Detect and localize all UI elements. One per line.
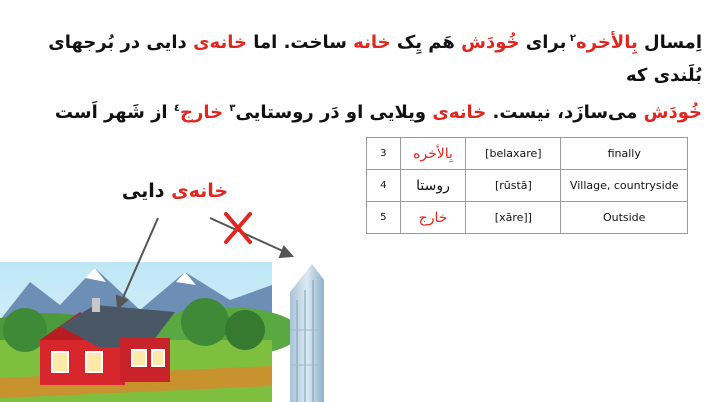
row-number: 4: [367, 170, 401, 202]
row-number: 3: [367, 138, 401, 170]
paragraph-text: اِمسال: [637, 32, 702, 53]
paragraph-text: ساخت. اما: [246, 32, 354, 53]
paragraph-text: ٢: [566, 33, 576, 44]
caption-red-word: خانه‌ی: [171, 180, 229, 202]
paragraph-text: برای: [519, 32, 567, 53]
paragraph-text: ویلایی او دَر روستایی: [235, 102, 433, 123]
paragraph-text: دایی در بُرجهای بُلَندی که: [48, 32, 702, 86]
english-meaning: Village, countryside: [561, 170, 688, 202]
highlighted-word: خانه‌ی: [193, 32, 247, 53]
paragraph-text: می‌سازَد، نیست.: [486, 102, 644, 123]
skyscraper-illustration: [290, 264, 324, 402]
cross-mark-icon: [226, 214, 250, 242]
row-number: 5: [367, 202, 401, 234]
highlighted-word: خانه‌ی: [432, 102, 487, 123]
persian-word-highlight: خارج: [418, 209, 448, 226]
english-meaning: finally: [561, 138, 688, 170]
highlighted-word: خارج: [179, 102, 230, 123]
house-illustration: [0, 262, 300, 402]
highlighted-word: خانه: [353, 32, 391, 53]
persian-word-text: روستا: [416, 177, 450, 194]
transliteration: [rūstā]: [466, 170, 561, 202]
persian-word-highlight: بِالأخره: [413, 145, 453, 162]
highlighted-word: بِالأخره: [576, 32, 638, 53]
highlighted-word: خُودَش: [461, 32, 520, 53]
paragraph-text: ٣: [229, 103, 236, 114]
paragraph-text: از شَهر اَست: [54, 102, 174, 123]
transliteration: [xāre]]: [466, 202, 561, 234]
caption-rest: دایی: [121, 180, 172, 202]
english-meaning: Outside: [561, 202, 688, 234]
paragraph-text: هَم یِک: [390, 32, 462, 53]
paragraph-text: ٤: [173, 103, 180, 114]
transliteration: [belaxare]: [466, 138, 561, 170]
highlighted-word: خُودَش: [643, 102, 702, 123]
